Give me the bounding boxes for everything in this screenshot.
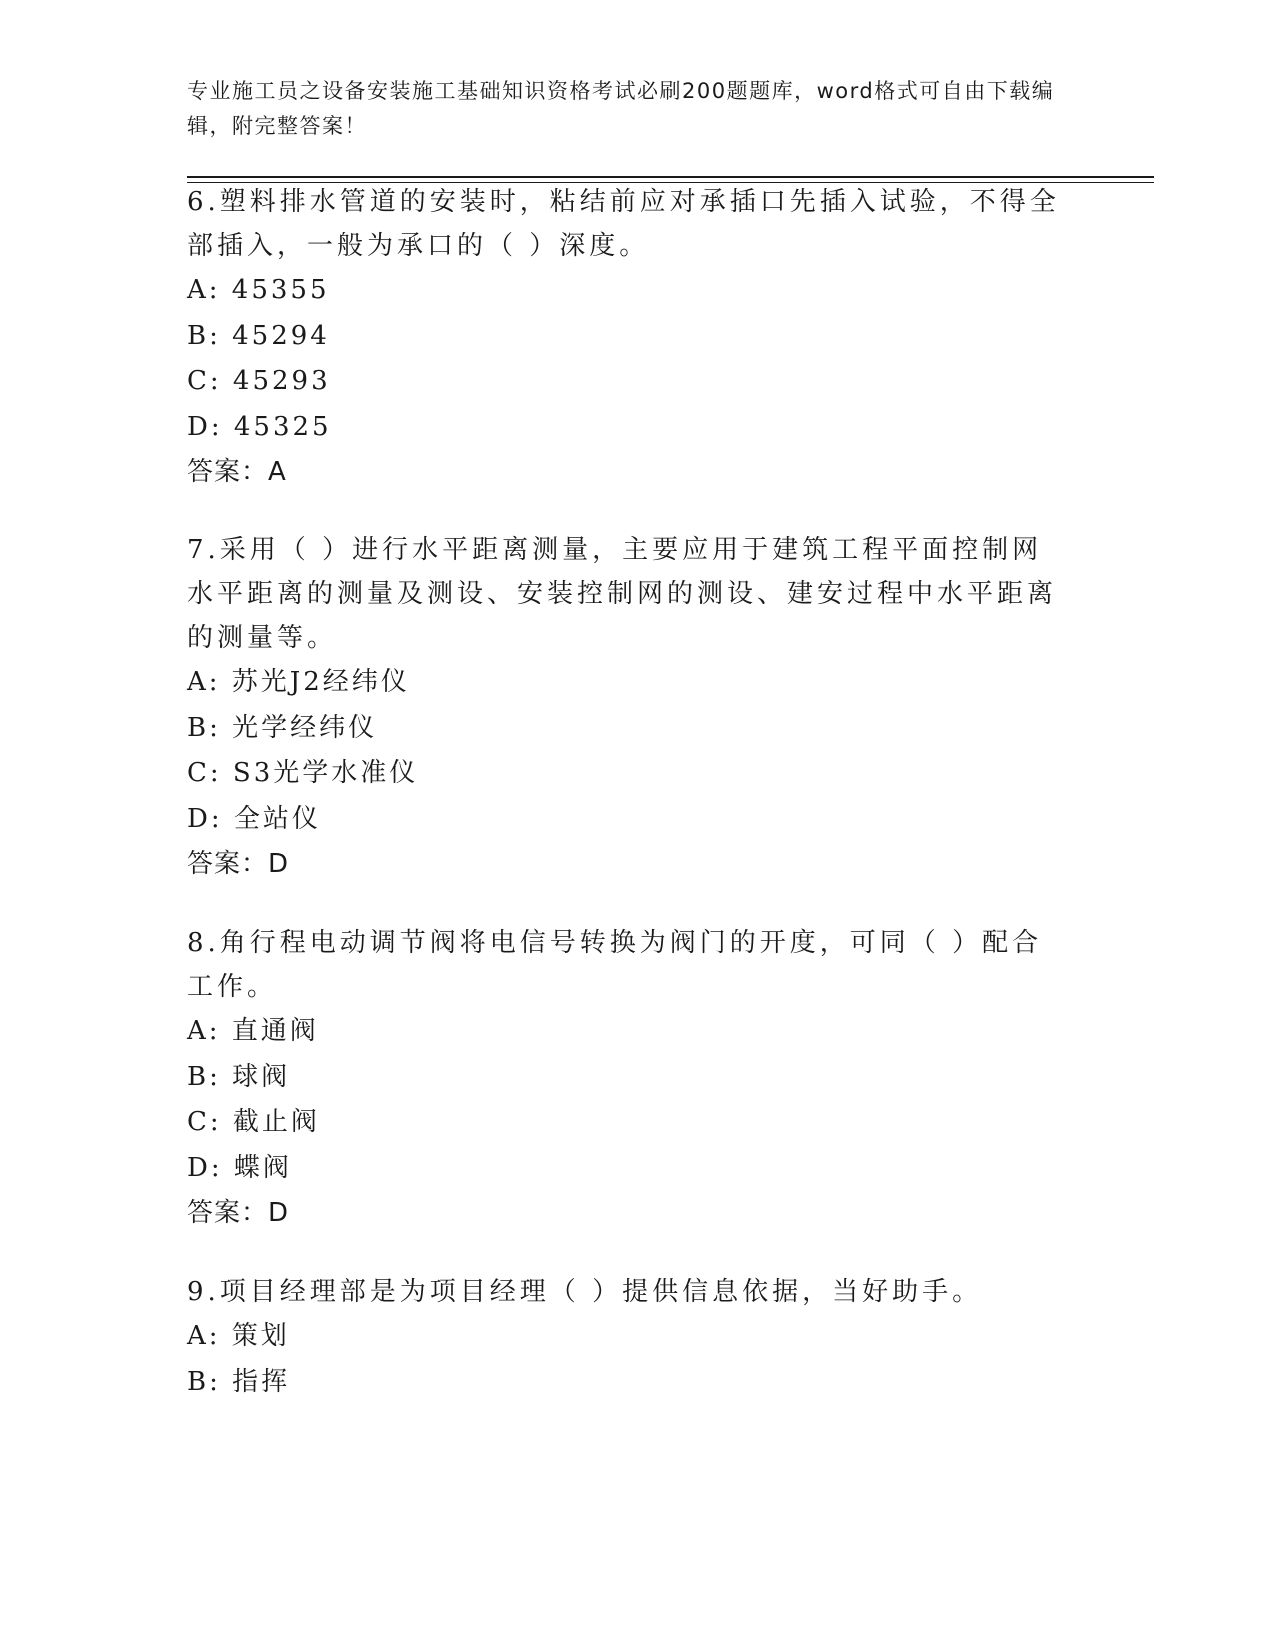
question-stem: 8.角行程电动调节阀将电信号转换为阀门的开度，可同（ ）配合工作。 bbox=[187, 928, 1043, 1002]
option-a: A: 策划 bbox=[187, 1321, 290, 1351]
answer-line: 答案：A bbox=[187, 457, 287, 487]
option-b: B: 球阀 bbox=[187, 1061, 291, 1092]
option-b: B: 45294 bbox=[187, 320, 330, 351]
option-d: D: 蝶阀 bbox=[187, 1152, 292, 1183]
answer-line: 答案：D bbox=[187, 1198, 290, 1228]
option-c: C: 45293 bbox=[187, 366, 331, 396]
option-d: D: 45325 bbox=[187, 411, 332, 442]
header-divider-thick bbox=[187, 176, 1154, 178]
option-c: C: S3光学水准仪 bbox=[187, 758, 419, 788]
question-stem: 6.塑料排水管道的安装时，粘结前应对承插口先插入试验，不得全部插入，一般为承口的（ ）深度。 bbox=[187, 187, 1060, 261]
question-7 bbox=[187, 528, 1067, 886]
document-header bbox=[187, 74, 1067, 144]
header-text: 专业施工员之设备安装施工基础知识资格考试必刷200题题库，word格式可自由下载编辑，附完整答案！ bbox=[187, 79, 1055, 138]
option-a: A: 45355 bbox=[187, 275, 330, 305]
option-a: A: 苏光J2经纬仪 bbox=[187, 667, 410, 697]
option-b: B: 指挥 bbox=[187, 1366, 291, 1397]
option-b: B: 光学经纬仪 bbox=[187, 712, 378, 743]
question-9 bbox=[187, 1270, 1067, 1405]
question-6 bbox=[187, 180, 1067, 494]
answer-line: 答案：D bbox=[187, 849, 290, 879]
option-c: C: 截止阀 bbox=[187, 1107, 320, 1137]
option-a: A: 直通阀 bbox=[187, 1016, 319, 1046]
option-d: D: 全站仪 bbox=[187, 803, 321, 834]
question-stem: 9.项目经理部是为项目经理（ ）提供信息依据，当好助手。 bbox=[187, 1277, 983, 1307]
question-stem: 7.采用（ ）进行水平距离测量，主要应用于建筑工程平面控制网水平距离的测量及测设、安装控制网的测设、建安过程中水平距离的测量等。 bbox=[187, 535, 1058, 653]
question-8 bbox=[187, 921, 1067, 1235]
